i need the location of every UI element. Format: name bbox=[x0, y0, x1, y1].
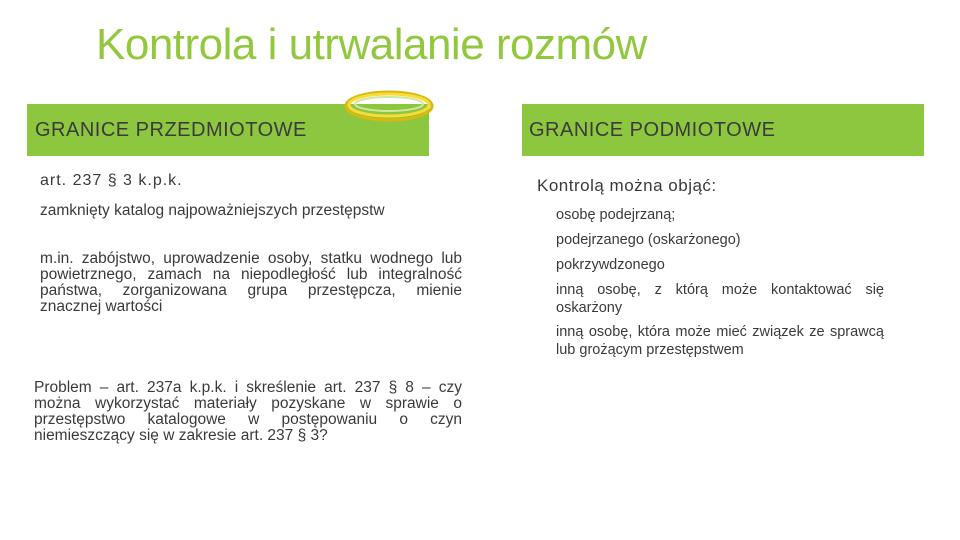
problem-text: Problem – art. 237a k.p.k. i skreślenie art. 237 § 8 – czy można wykorzystać materiały pozyskane w sprawie o przestępstwo katalogowe w postępowaniu o czyn niemieszczący się w zakresie art. 237 § 3? bbox=[34, 379, 462, 444]
control-intro: Kontrolą można objąć: bbox=[537, 176, 717, 195]
list-item: podejrzanego (oskarżonego) bbox=[556, 232, 741, 248]
header-person-limits bbox=[522, 104, 924, 156]
list-item: inną osobę, z którą może kontaktować się oskarżony bbox=[556, 282, 884, 316]
closed-catalog-text: zamknięty katalog najpoważniejszych przestępstw bbox=[40, 202, 385, 219]
list-item: pokrzywdzonego bbox=[556, 257, 665, 273]
halo-icon bbox=[343, 88, 435, 124]
header-person-limits-label: GRANICE PODMIOTOWE bbox=[529, 118, 776, 141]
slide-title: Kontrola i utrwalanie rozmów bbox=[96, 20, 647, 69]
list-item: osobę podejrzaną; bbox=[556, 207, 676, 223]
header-subject-limits-label: GRANICE PRZEDMIOTOWE bbox=[35, 118, 307, 141]
examples-text: m.in. zabójstwo, uprowadzenie osoby, statku wodnego lub powietrznego, zamach na niepodległość lub integralność państwa, zorganizowana grupa przestępcza, mienie znacznej wartości bbox=[40, 250, 462, 315]
person-list bbox=[556, 206, 884, 366]
list-item: inną osobę, która może mieć związek ze sprawcą lub grożącym przestępstwem bbox=[556, 324, 884, 358]
article-reference: art. 237 § 3 k.p.k. bbox=[40, 172, 183, 189]
